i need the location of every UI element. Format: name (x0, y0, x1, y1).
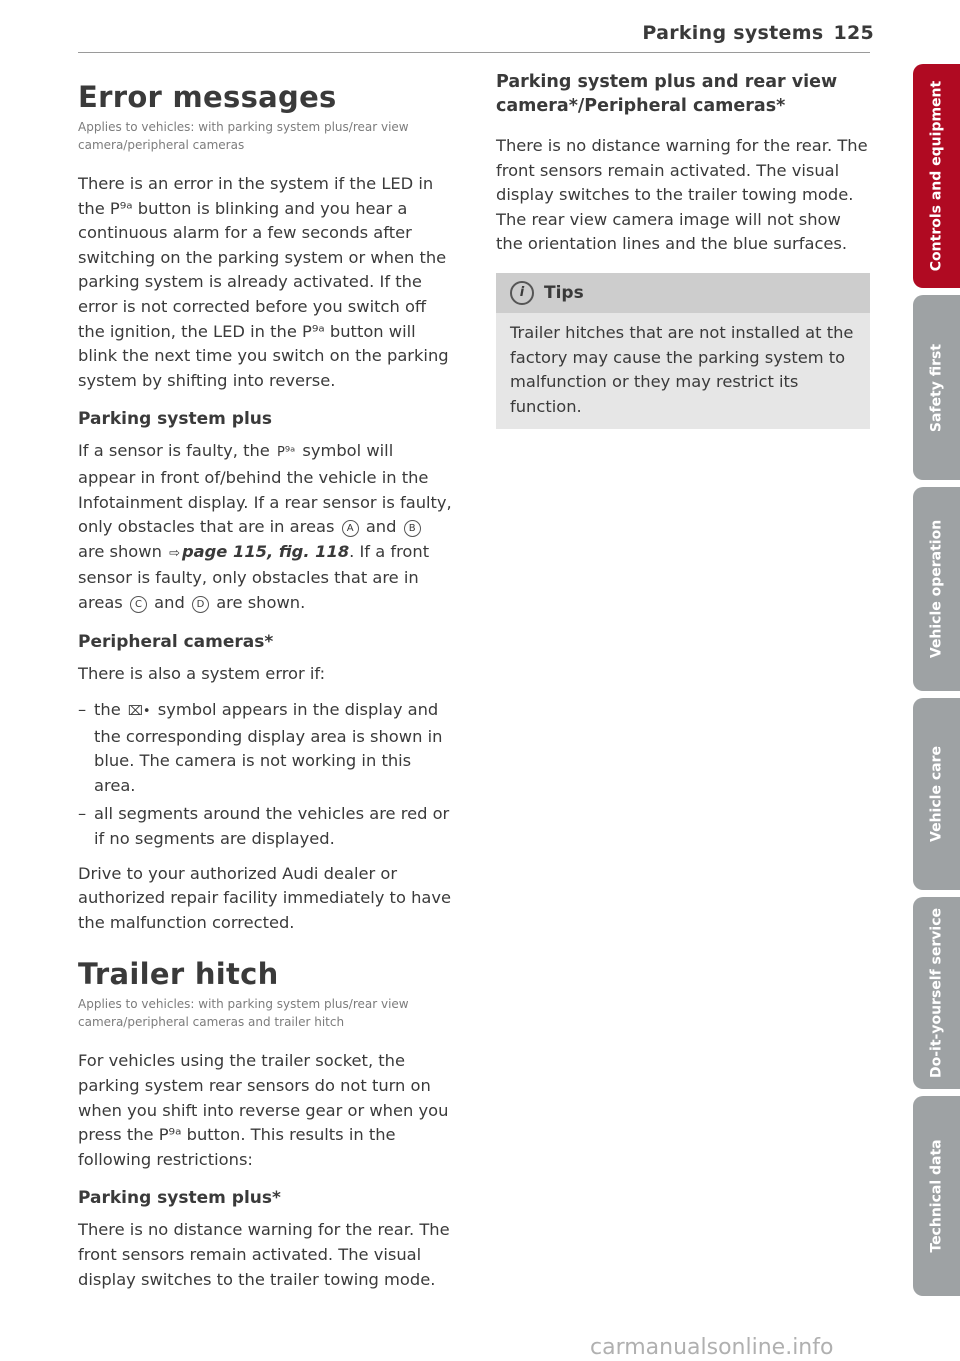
running-head (642, 22, 874, 44)
area-d-marker: D (192, 596, 209, 613)
tips-label: Tips (544, 282, 584, 303)
right-column (496, 70, 870, 429)
tab-controls-and-equipment[interactable] (913, 64, 960, 288)
left-column (78, 70, 452, 1304)
arrow-ref-icon: ⇨ (169, 545, 180, 561)
list-item: – all segments around the vehicles are red or if no segments are displayed. (78, 802, 452, 851)
tab-vehicle-operation[interactable] (913, 487, 960, 691)
trailer-hitch-title: Trailer hitch (78, 957, 279, 992)
camera-fault-icon: ⌧• (127, 704, 151, 720)
trailer-paragraph: For vehicles using the trailer socket, the parking system rear sensors do not turn on when you shift into reverse gear or when you press the P⁹ᵃ button. This results in the following restrictions: (78, 1051, 449, 1169)
tab-technical-data[interactable] (913, 1096, 960, 1296)
tips-box (496, 273, 870, 429)
parking-system-plus-paragraph (78, 439, 452, 615)
psp-and-2: and (154, 592, 185, 612)
error-messages-title: Error messages (78, 80, 337, 114)
section-title: Parking systems (642, 22, 824, 44)
tab-vehicle-care[interactable] (913, 698, 960, 890)
list-item (78, 698, 452, 798)
tab-label: Controls and equipment (928, 80, 944, 272)
psp-text-a: If a sensor is faulty, the (78, 441, 270, 461)
peripheral-cameras-intro: There is also a system error if: (78, 663, 326, 683)
tab-label: Technical data (928, 1139, 944, 1253)
area-b-marker: B (404, 520, 421, 537)
parking-system-plus-star-heading: Parking system plus* (78, 1188, 281, 1209)
parking-system-plus-star-paragraph: There is no distance warning for the rear. The front sensors remain activated. The visual display switches to the trailer towing mode. (78, 1220, 450, 1289)
info-icon: i (510, 281, 534, 305)
header-rule (78, 52, 870, 53)
tab-label: Vehicle operation (928, 519, 944, 659)
area-c-marker: C (130, 596, 147, 613)
error-applies-note: Applies to vehicles: with parking system plus/rear view camera/peripheral cameras (78, 120, 409, 152)
psp-text-b: symbol will appear in front of/behind the vehicle in the Infotainment display. If a rear sensor is faulty, only obstacles that are in areas (78, 441, 452, 537)
watermark: carmanualsonline.info (590, 1335, 834, 1360)
parking-system-plus-heading: Parking system plus (78, 409, 273, 430)
area-a-marker: A (342, 520, 359, 537)
page-number: 125 (833, 22, 874, 44)
pc-item1-a: the (94, 700, 121, 720)
tab-safety-first[interactable] (913, 295, 960, 480)
pc-item1-b: symbol appears in the display and the corresponding display area is shown in blue. The camera is not working in this area. (94, 700, 443, 795)
psp-text-d: are shown. (216, 592, 306, 612)
tips-header (496, 273, 870, 313)
drive-to-dealer-paragraph: Drive to your authorized Audi dealer or authorized repair facility immediately to have the malfunction corrected. (78, 863, 452, 932)
peripheral-cameras-list (78, 698, 452, 852)
sensor-fault-icon: P⁹ᵃ (277, 445, 296, 461)
tab-label: Safety first (928, 343, 944, 432)
tips-text: Trailer hitches that are not installed at the factory may cause the parking system to malfunction or they may restrict its function. (510, 322, 854, 416)
psp-text-c: . If a front sensor is faulty, only obstacles that are in areas (78, 541, 430, 612)
page-reference-link[interactable]: page 115, fig. 118 (182, 541, 350, 561)
psp-and-1: and (365, 517, 397, 537)
rear-view-camera-paragraph: There is no distance warning for the rear. The front sensors remain activated. The visual display switches to the trailer towing mode. The rear view camera image will not show the orientation lines and the blue surfaces. (496, 136, 868, 254)
peripheral-cameras-heading: Peripheral cameras* (78, 631, 274, 652)
rear-view-camera-heading: Parking system plus and rear view camera*/Peripheral cameras* (496, 72, 838, 116)
tab-label: Do-it-yourself service (928, 908, 944, 1079)
tab-do-it-yourself-service[interactable] (913, 897, 960, 1089)
tab-label: Vehicle care (928, 746, 944, 842)
error-paragraph: There is an error in the system if the LED in the P⁹ᵃ button is blinking and you hear a continuous alarm for a few seconds after switching on the parking system or when the parking system is already activated. If the error is not corrected before you switch off the ignition, the LED in the P⁹ᵃ button will blink the next time you switch on the parking system by shifting into reverse. (78, 174, 449, 390)
trailer-applies-note: Applies to vehicles: with parking system plus/rear view camera/peripheral cameras and trailer hitch (78, 997, 409, 1030)
psp-are-shown: are shown (78, 541, 162, 561)
